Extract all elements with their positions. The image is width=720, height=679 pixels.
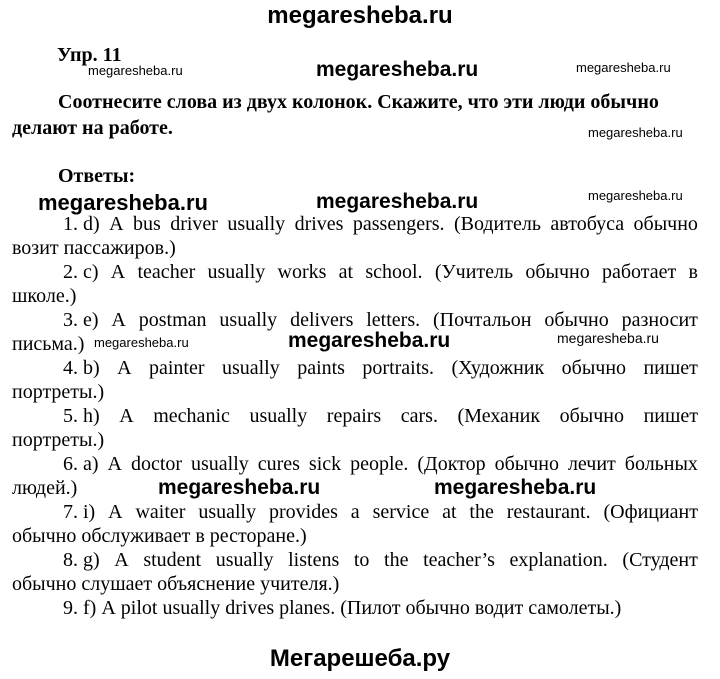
watermark-small[interactable]: megaresheba.ru [94,335,189,350]
answer-word: (Почтальон [433,309,532,331]
answer-word: (Доктор [417,453,486,475]
answer-word: лечит [567,453,616,475]
watermark-big[interactable]: megaresheba.ru [434,476,597,499]
answer-word: student [143,549,202,571]
answer-word: (Учитель [434,261,514,283]
answer-word: painter [149,357,205,379]
answer-word: (Механик [457,405,541,427]
answer-word: bus [132,213,161,235]
answer-word: drives [294,213,344,235]
answer-line-1 [63,597,621,620]
answer-word: doctor [130,453,183,475]
answer-line-1 [63,405,698,428]
header-watermark[interactable]: megaresheba.ru [267,2,453,29]
answer-word: the [469,501,494,523]
answer-word: (Художник [451,357,545,379]
exercise-title: Упр. 11 [57,44,122,66]
answer-word: at [338,261,354,283]
answer-number: 6. a) [63,453,99,475]
answer-word: teacher’s [423,549,495,571]
watermark-big[interactable]: megaresheba.ru [288,329,451,352]
answer-line-2: портреты.) [12,429,105,451]
watermark-small[interactable]: megaresheba.ru [88,63,183,78]
answer-word: delivers [290,309,354,331]
answer-number: 1. d) [63,213,100,235]
answer-line-1 [63,453,698,476]
answer-word: работает [602,261,677,283]
answer-number: 4. b) [63,357,100,379]
answer-word: usually [191,453,249,475]
answer-word: the [384,549,409,571]
answer-word: (Студент [622,549,698,571]
watermark-small[interactable]: megaresheba.ru [588,125,683,140]
answer-word: пишет [643,357,698,379]
answer-word: usually [249,405,308,427]
answer-word: (Официант [603,501,698,523]
watermark-small[interactable]: megaresheba.ru [557,330,659,346]
answer-word: A [101,597,116,619]
answer-line-2: школе.) [12,285,77,307]
answer-number: 9. f) [63,597,97,619]
answer-word: usually [198,501,257,523]
watermark-big[interactable]: megaresheba.ru [158,476,321,499]
answers-label: Ответы: [58,165,136,187]
answer-word: explanation. [509,549,608,571]
watermark-small[interactable]: megaresheba.ru [588,188,683,203]
answer-word: A [117,357,132,379]
answer-word: A [111,309,126,331]
answer-word: pilot [120,597,158,619]
answer-word: passengers. [352,213,445,235]
answer-line-2: возит пассажиров.) [12,237,176,259]
answer-word: пишет [643,405,698,427]
answer-word: обычно [525,261,590,283]
answer-word: (Водитель [453,213,541,235]
answer-word: drives [225,597,275,619]
answer-word: usually [227,213,286,235]
answer-word: provides [269,501,338,523]
answer-word: usually [219,309,278,331]
answer-line-2: портреты.) [12,381,105,403]
answer-line-2: людей.) [12,477,78,499]
answer-word: A [107,453,122,475]
task-line-2: делают на работе. [12,117,173,139]
answer-word: service [372,501,430,523]
answer-line-1 [63,549,698,572]
answer-word: самолеты.) [528,597,622,619]
answer-word: school. [365,261,423,283]
answer-word: A [110,261,126,283]
answer-word: waiter [135,501,186,523]
answer-word: listens [288,549,340,571]
answer-word: mechanic [153,405,230,427]
footer-watermark[interactable]: Мегарешеба.ру [269,645,451,672]
watermark-big[interactable]: megaresheba.ru [38,190,208,215]
answer-word: repairs [326,405,382,427]
answer-word: A [114,549,129,571]
answer-word: (Пилот [340,597,401,619]
answer-word: обычно [633,213,698,235]
answer-word: portraits. [362,357,435,379]
answer-number: 7. i) [63,501,96,523]
answer-number: 8. g) [63,549,100,571]
answer-word: restaurant. [506,501,591,523]
answer-line-1 [63,213,698,236]
answer-line-2: обычно обслуживает в ресторане.) [12,525,307,547]
answer-word: обычно [559,405,624,427]
answer-word: usually [215,549,274,571]
answer-word: разносит [621,309,698,331]
answer-word: sick [308,453,342,475]
watermark-big[interactable]: megaresheba.ru [316,190,479,213]
answer-word: A [119,405,134,427]
answer-word: usually [162,597,221,619]
answer-line-2: обычно слушает объяснение учителя.) [12,573,340,595]
answer-word: cars. [400,405,438,427]
answer-word: A [108,501,123,523]
answer-word: обычно [544,309,609,331]
answer-word: planes. [279,597,336,619]
answer-word: обычно [561,357,627,379]
answer-word: в [688,261,698,283]
answer-word: cures [257,453,300,475]
answer-line-1 [63,261,698,284]
answer-word: обычно [494,453,559,475]
answer-word: водит [474,597,524,619]
answer-word: автобуса [550,213,625,235]
answer-line-2: письма.) [12,333,85,355]
answer-word: people. [350,453,409,475]
answer-word: обычно [405,597,470,619]
answer-word: at [442,501,457,523]
task-line-1: Соотнесите слова из двух колонок. Скажите, что эти люди обычно [58,91,659,113]
answer-word: больных [624,453,698,475]
answer-word: driver [170,213,218,235]
answer-word: a [350,501,360,523]
answer-word: paints [297,357,345,379]
answer-word: to [353,549,370,571]
answer-word: works [277,261,327,283]
answer-number: 3. e) [63,309,99,331]
answer-line-1 [63,357,698,380]
watermark-big[interactable]: megaresheba.ru [316,58,479,81]
answer-word: A [109,213,124,235]
answer-word: letters. [366,309,421,331]
answer-word: usually [221,357,280,379]
answer-number: 5. h) [63,405,100,427]
answer-word: postman [138,309,207,331]
answer-word: teacher [137,261,196,283]
answer-word: usually [207,261,266,283]
watermark-small[interactable]: megaresheba.ru [576,60,671,75]
answer-number: 2. c) [63,261,99,283]
answer-line-1 [63,501,698,524]
